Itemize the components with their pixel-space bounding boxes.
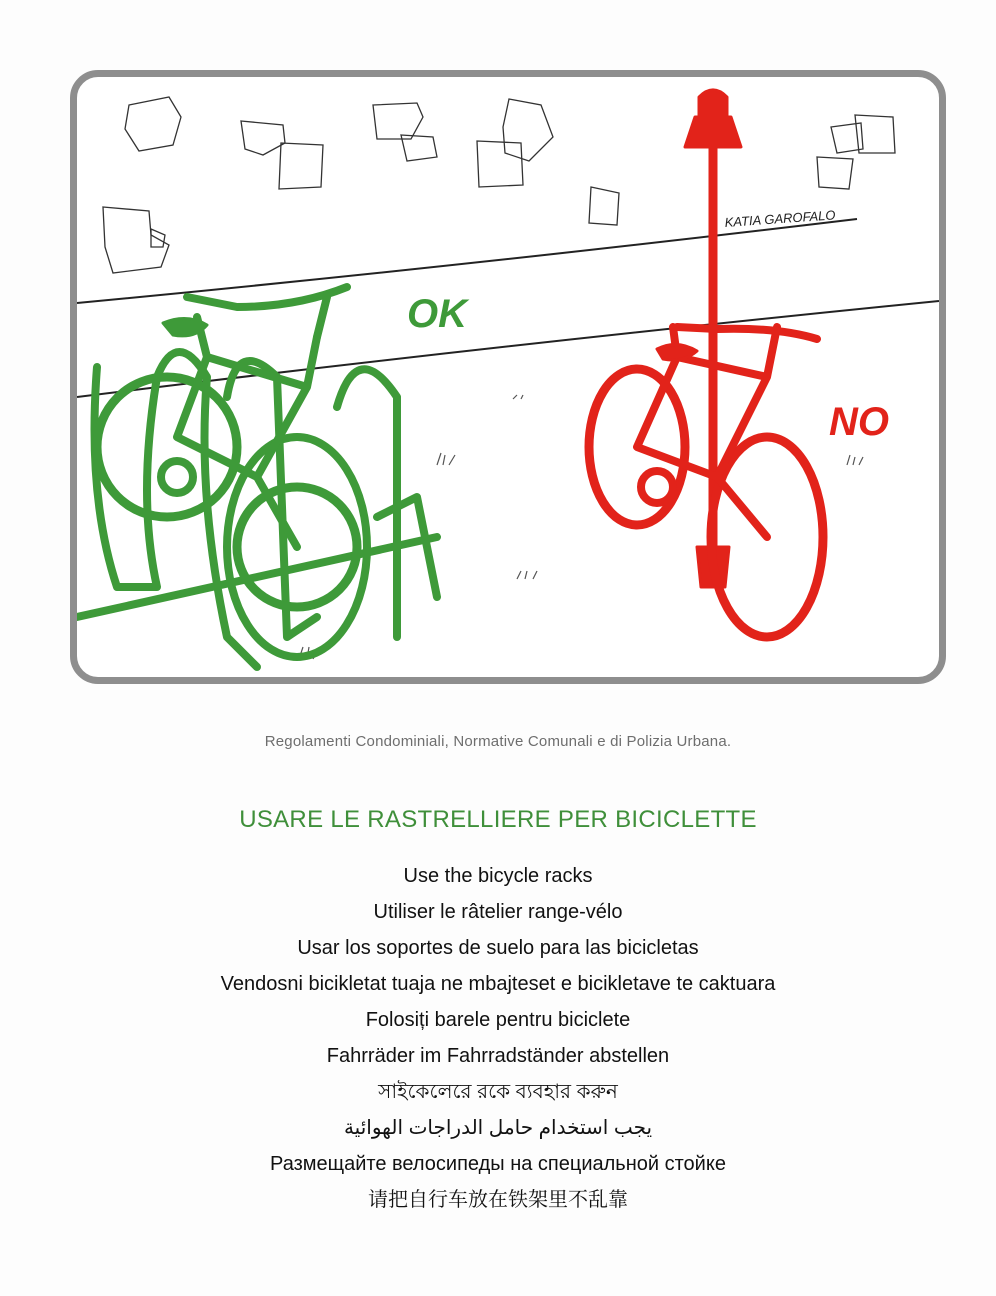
translation-albanian: Vendosni bicikletat tuaja ne mbajteset e bicikletave te caktuara — [220, 973, 776, 995]
no-label: NO — [829, 400, 889, 444]
translation-list — [0, 860, 996, 1220]
ok-bicycle-group — [77, 287, 437, 667]
green-rear-wheel — [97, 377, 237, 517]
translation-german: Fahrräder im Fahrradständer abstellen — [326, 1045, 670, 1067]
translation-spanish: Usar los soportes de suelo para las bicicletas — [297, 937, 699, 959]
bicycle-rack-illustration — [77, 77, 939, 677]
red-chainring — [641, 471, 673, 503]
source-citation: Regolamenti Condominiali, Normative Comunali e di Polizia Urbana. — [264, 733, 732, 750]
green-handlebar — [187, 287, 347, 337]
translation-chinese: 请把自行车放在铁架里不乱靠 — [368, 1189, 628, 1211]
no-bicycle-group — [589, 90, 823, 637]
translation-arabic: يجب استخدام حامل الدراجات الهوائية — [343, 1117, 653, 1139]
red-handlebar — [677, 327, 817, 339]
translation-romanian: Folosiți barele pentru biciclete — [365, 1009, 631, 1031]
artist-signature: KATIA GAROFALO — [724, 207, 836, 230]
lamp-head — [685, 90, 741, 147]
translation-french: Utiliser le râtelier range-vélo — [373, 901, 623, 923]
illustration-frame — [70, 70, 946, 684]
translation-bengali: সাইকেলেরে রকে ব্যবহার করুন — [378, 1081, 618, 1103]
ok-label: OK — [407, 292, 467, 336]
page-title: USARE LE RASTRELLIERE PER BICICLETTE — [239, 806, 757, 834]
wall-stones — [103, 97, 895, 273]
translation-russian: Размещайте велосипеды на специальной стойке — [270, 1153, 726, 1175]
translation-english: Use the bicycle racks — [403, 865, 593, 887]
green-chainring — [161, 461, 193, 493]
